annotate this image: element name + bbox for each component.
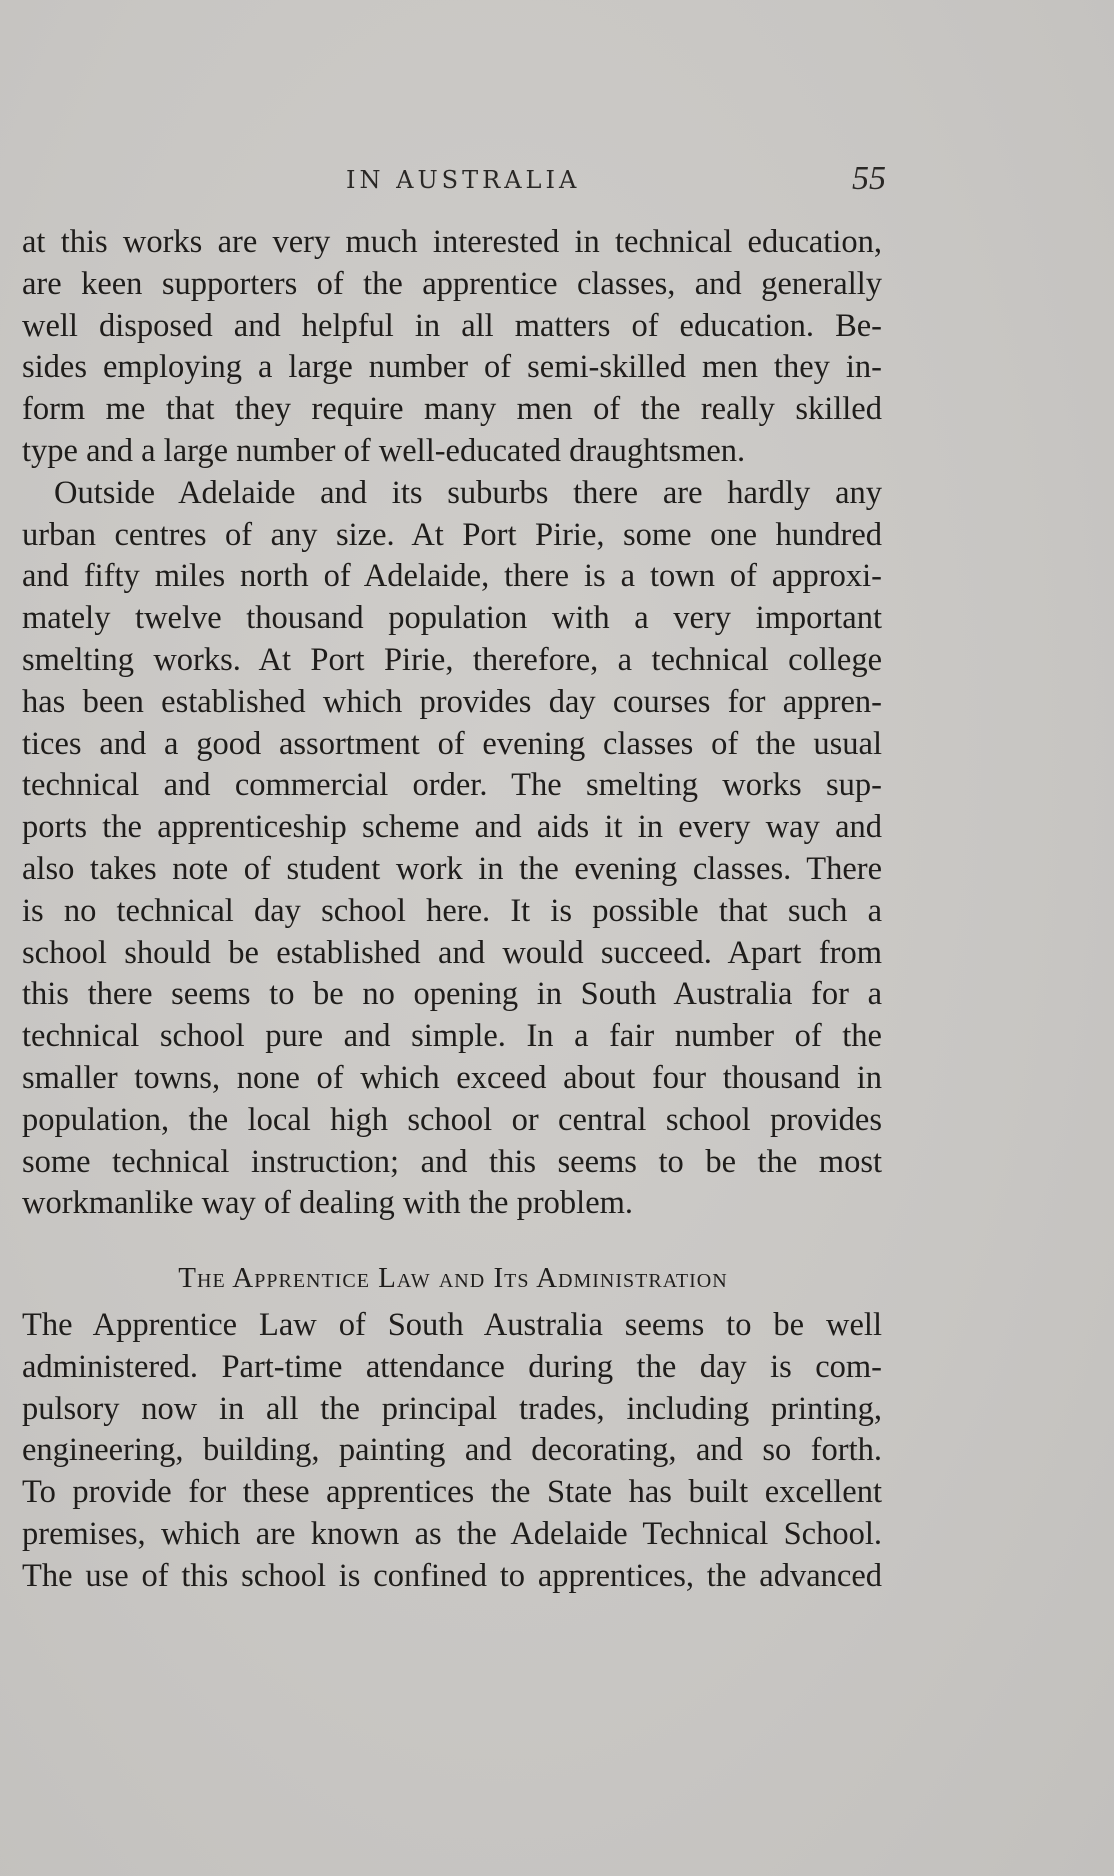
body-text-section [22,1305,882,1598]
text-line: urban centres of any size. At Port Pirie, some one hundred [22,516,882,553]
page-number: 55 [852,160,886,197]
text-line: pulsory now in all the principal trades, including printing, [22,1390,882,1427]
text-line: also takes note of student work in the evening classes. There [22,850,882,887]
text-line: school should be established and would succeed. Apart from [22,934,882,971]
text-line: mately twelve thousand population with a very important [22,600,882,637]
body-text [22,222,882,1225]
text-line: is no technical day school here. It is possible that such a [22,892,882,929]
text-line: well disposed and helpful in all matters of education. Be- [22,307,882,344]
text-line: this there seems to be no opening in South Australia for a [22,976,882,1013]
text-line: and fifty miles north of Adelaide, there is a town of approxi- [22,558,882,595]
text-line: some technical instruction; and this seems to be the most [22,1143,882,1180]
running-title: IN AUSTRALIA [346,166,581,194]
text-line: administered. Part-time attendance during the day is com- [22,1348,882,1385]
section-heading: The Apprentice Law and Its Administration [178,1262,728,1294]
text-line: workmanlike way of dealing with the problem. [22,1185,634,1222]
text-line: has been established which provides day courses for appren- [22,683,882,720]
text-line: smelting works. At Port Pirie, therefore, a technical college [22,641,882,678]
text-line: smaller towns, none of which exceed about four thousand in [22,1059,882,1096]
text-line: To provide for these apprentices the State has built excellent [22,1474,882,1511]
text-line: The use of this school is confined to apprentices, the advanced [22,1557,882,1594]
text-line: technical school pure and simple. In a fair number of the [22,1018,882,1055]
running-head [0,160,1114,200]
text-line: are keen supporters of the apprentice classes, and generally [22,265,882,302]
text-line: sides employing a large number of semi-skilled men they in- [22,349,882,386]
text-line: population, the local high school or central school provides [22,1101,882,1138]
text-line: form me that they require many men of the really skilled [22,391,882,428]
text-line: at this works are very much interested in technical education, [22,224,882,260]
text-line: tices and a good assortment of evening classes of the usual [22,725,882,762]
text-line: premises, which are known as the Adelaide Technical School. [22,1515,882,1552]
text-line: engineering, building, painting and decorating, and so forth. [22,1432,882,1469]
text-line: technical and commercial order. The smelting works sup- [22,767,882,804]
text-line: ports the apprenticeship scheme and aids it in every way and [22,809,882,846]
text-line: Outside Adelaide and its suburbs there are hardly any [54,474,882,511]
text-line: The Apprentice Law of South Australia seems to be well [22,1307,882,1343]
text-line: type and a large number of well-educated draughtsmen. [22,432,746,469]
